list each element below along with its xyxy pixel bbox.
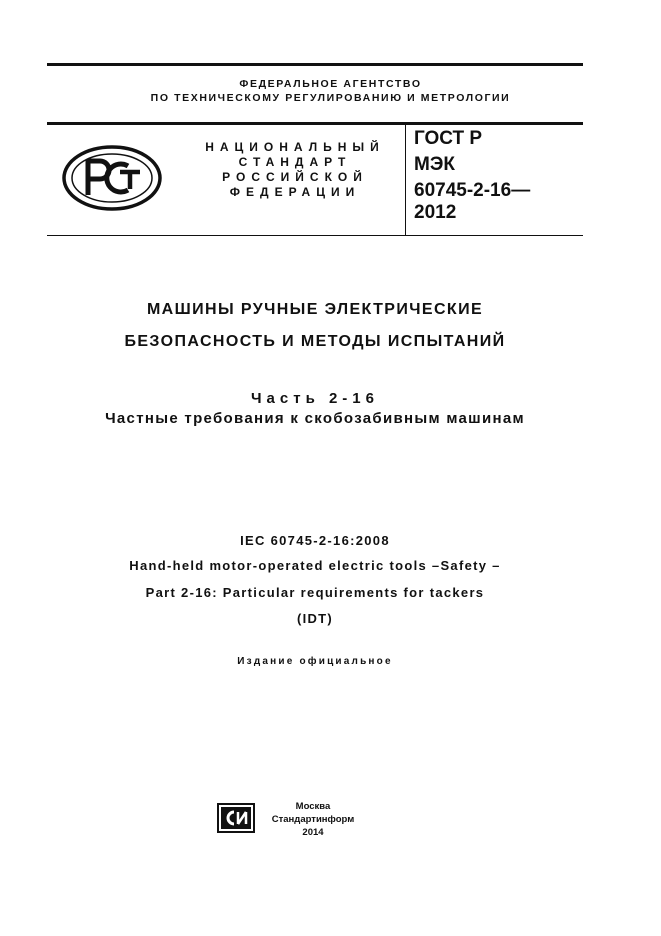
publisher-name: Стандартинформ — [271, 814, 355, 825]
designation-line-4: 2012 — [414, 202, 457, 223]
iec-code: IEC 60745-2-16:2008 — [240, 533, 390, 548]
header-rule — [47, 122, 583, 125]
standartinform-logo-icon — [217, 803, 255, 833]
publisher-year: 2014 — [302, 827, 324, 838]
header-bottom-rule — [47, 235, 583, 236]
iec-title-line-1: Hand-held motor-operated electric tools –Safety – — [129, 558, 501, 573]
edition-label: Издание официальное — [237, 656, 393, 667]
designation-line-2: МЭК — [414, 154, 455, 175]
title-line-2: БЕЗОПАСНОСТЬ И МЕТОДЫ ИСПЫТАНИЙ — [124, 333, 506, 350]
vertical-divider — [405, 122, 406, 235]
national-standard-line-2: СТАНДАРТ — [238, 155, 352, 169]
idt-label: (IDT) — [296, 611, 334, 626]
designation-line-3: 60745-2-16— — [414, 180, 531, 201]
national-standard-line-1: НАЦИОНАЛЬНЫЙ — [205, 140, 385, 154]
part-label: Часть 2-16 — [251, 390, 379, 407]
title-line-1: МАШИНЫ РУЧНЫЕ ЭЛЕКТРИЧЕСКИЕ — [146, 301, 484, 318]
rst-logo-icon — [62, 145, 162, 211]
top-rule — [47, 63, 583, 66]
designation-line-1: ГОСТ Р — [414, 128, 483, 149]
agency-line-2: ПО ТЕХНИЧЕСКОМУ РЕГУЛИРОВАНИЮ И МЕТРОЛОГИИ — [150, 92, 511, 104]
iec-title-line-2: Part 2-16: Particular requirements for tackers — [145, 585, 485, 600]
agency-line-1: ФЕДЕРАЛЬНОЕ АГЕНТСТВО — [239, 78, 422, 90]
national-standard-line-4: ФЕДЕРАЦИИ — [229, 185, 361, 199]
part-subtitle: Частные требования к скобозабивным машинам — [105, 410, 525, 427]
publisher-city: Москва — [295, 801, 331, 812]
national-standard-line-3: РОССИЙСКОЙ — [222, 170, 368, 184]
